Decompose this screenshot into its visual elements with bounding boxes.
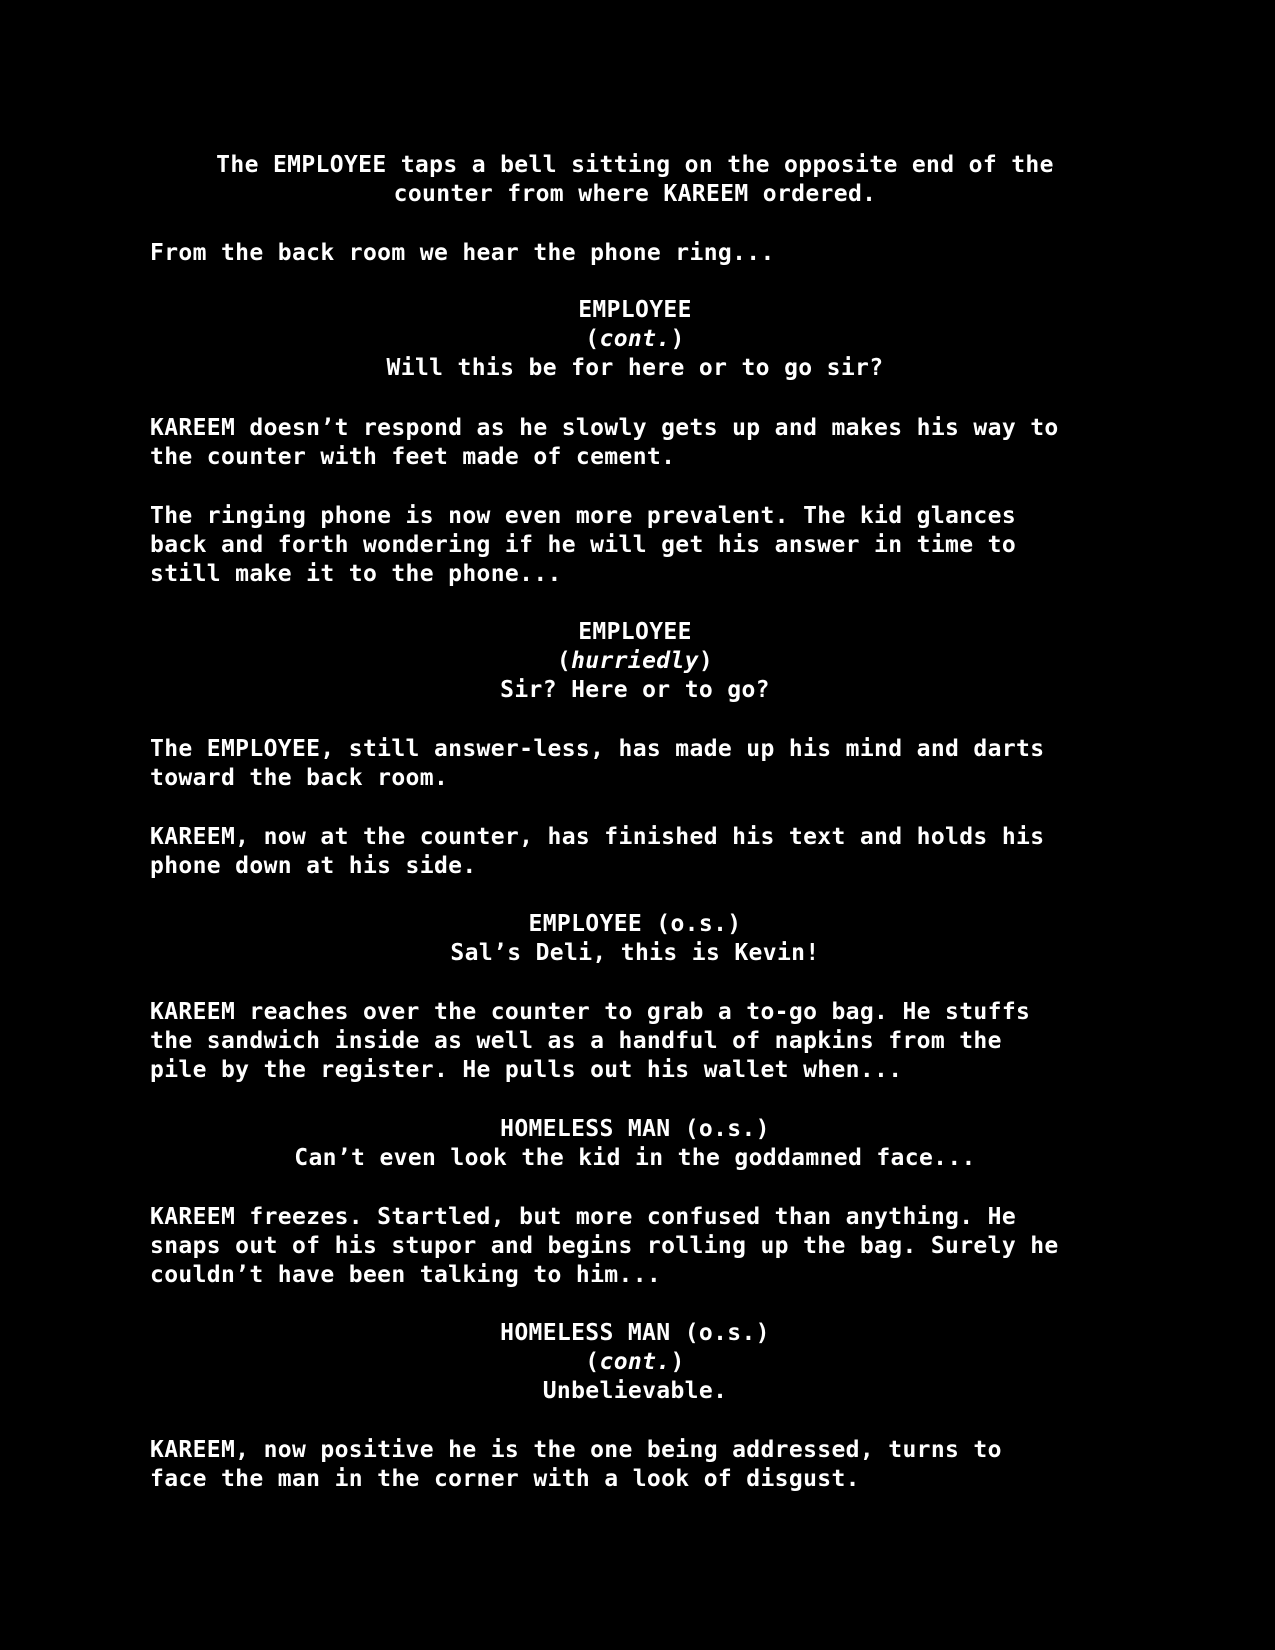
character-name: HOMELESS MAN (o.s.) bbox=[500, 1320, 770, 1346]
parenthetical-text: cont. bbox=[599, 1349, 671, 1375]
action-line: KAREEM, now at the counter, has finished his text and holds his bbox=[150, 824, 1045, 850]
action-line: snaps out of his stupor and begins rolling up the bag. Surely he bbox=[150, 1233, 1059, 1259]
dialogue-line: Unbelievable. bbox=[542, 1378, 728, 1404]
character-name: EMPLOYEE bbox=[578, 297, 692, 323]
action-line: the counter with feet made of cement. bbox=[150, 444, 676, 470]
action-line: couldn’t have been talking to him... bbox=[150, 1262, 662, 1288]
dialogue-line: Sir? Here or to go? bbox=[500, 677, 770, 703]
action-line: KAREEM reaches over the counter to grab a to-go bag. He stuffs bbox=[150, 999, 1031, 1025]
character-name: EMPLOYEE (o.s.) bbox=[528, 911, 742, 937]
dialogue-line: Can’t even look the kid in the goddamned face... bbox=[294, 1145, 976, 1171]
action-line: phone down at his side. bbox=[150, 853, 477, 879]
action-line: The EMPLOYEE, still answer-less, has made up his mind and darts bbox=[150, 736, 1045, 762]
paren-close: ) bbox=[670, 1349, 685, 1375]
action-line: the sandwich inside as well as a handful of napkins from the bbox=[150, 1028, 1002, 1054]
paren-open: ( bbox=[585, 1349, 600, 1375]
paren-close: ) bbox=[698, 648, 714, 674]
paren-close: ) bbox=[670, 326, 685, 352]
parenthetical bbox=[150, 325, 1120, 354]
parenthetical bbox=[150, 647, 1120, 676]
action-line: back and forth wondering if he will get his answer in time to bbox=[150, 532, 1017, 558]
dialogue-line: Will this be for here or to go sir? bbox=[386, 355, 884, 381]
action-line: The EMPLOYEE taps a bell sitting on the opposite end of the bbox=[216, 152, 1054, 178]
action-line: toward the back room. bbox=[150, 765, 449, 791]
action-line: face the man in the corner with a look of disgust. bbox=[150, 1466, 860, 1492]
paren-open: ( bbox=[556, 648, 572, 674]
action-line: pile by the register. He pulls out his wallet when... bbox=[150, 1057, 903, 1083]
dialogue-line: Sal’s Deli, this is Kevin! bbox=[450, 940, 820, 966]
action-line: counter from where KAREEM ordered. bbox=[393, 181, 877, 207]
action-line: KAREEM, now positive he is the one being addressed, turns to bbox=[150, 1437, 1002, 1463]
action-line: KAREEM doesn’t respond as he slowly gets up and makes his way to bbox=[150, 415, 1059, 441]
character-name: EMPLOYEE bbox=[578, 619, 692, 645]
action-line: The ringing phone is now even more prevalent. The kid glances bbox=[150, 503, 1017, 529]
action-line: From the back room we hear the phone ring... bbox=[150, 240, 775, 266]
parenthetical bbox=[150, 1348, 1120, 1377]
parenthetical-text: cont. bbox=[599, 326, 671, 352]
action-line: still make it to the phone... bbox=[150, 561, 562, 587]
parenthetical-text: hurriedly bbox=[571, 648, 699, 674]
action-line: KAREEM freezes. Startled, but more confused than anything. He bbox=[150, 1204, 1017, 1230]
character-name: HOMELESS MAN (o.s.) bbox=[500, 1116, 770, 1142]
paren-open: ( bbox=[585, 326, 600, 352]
